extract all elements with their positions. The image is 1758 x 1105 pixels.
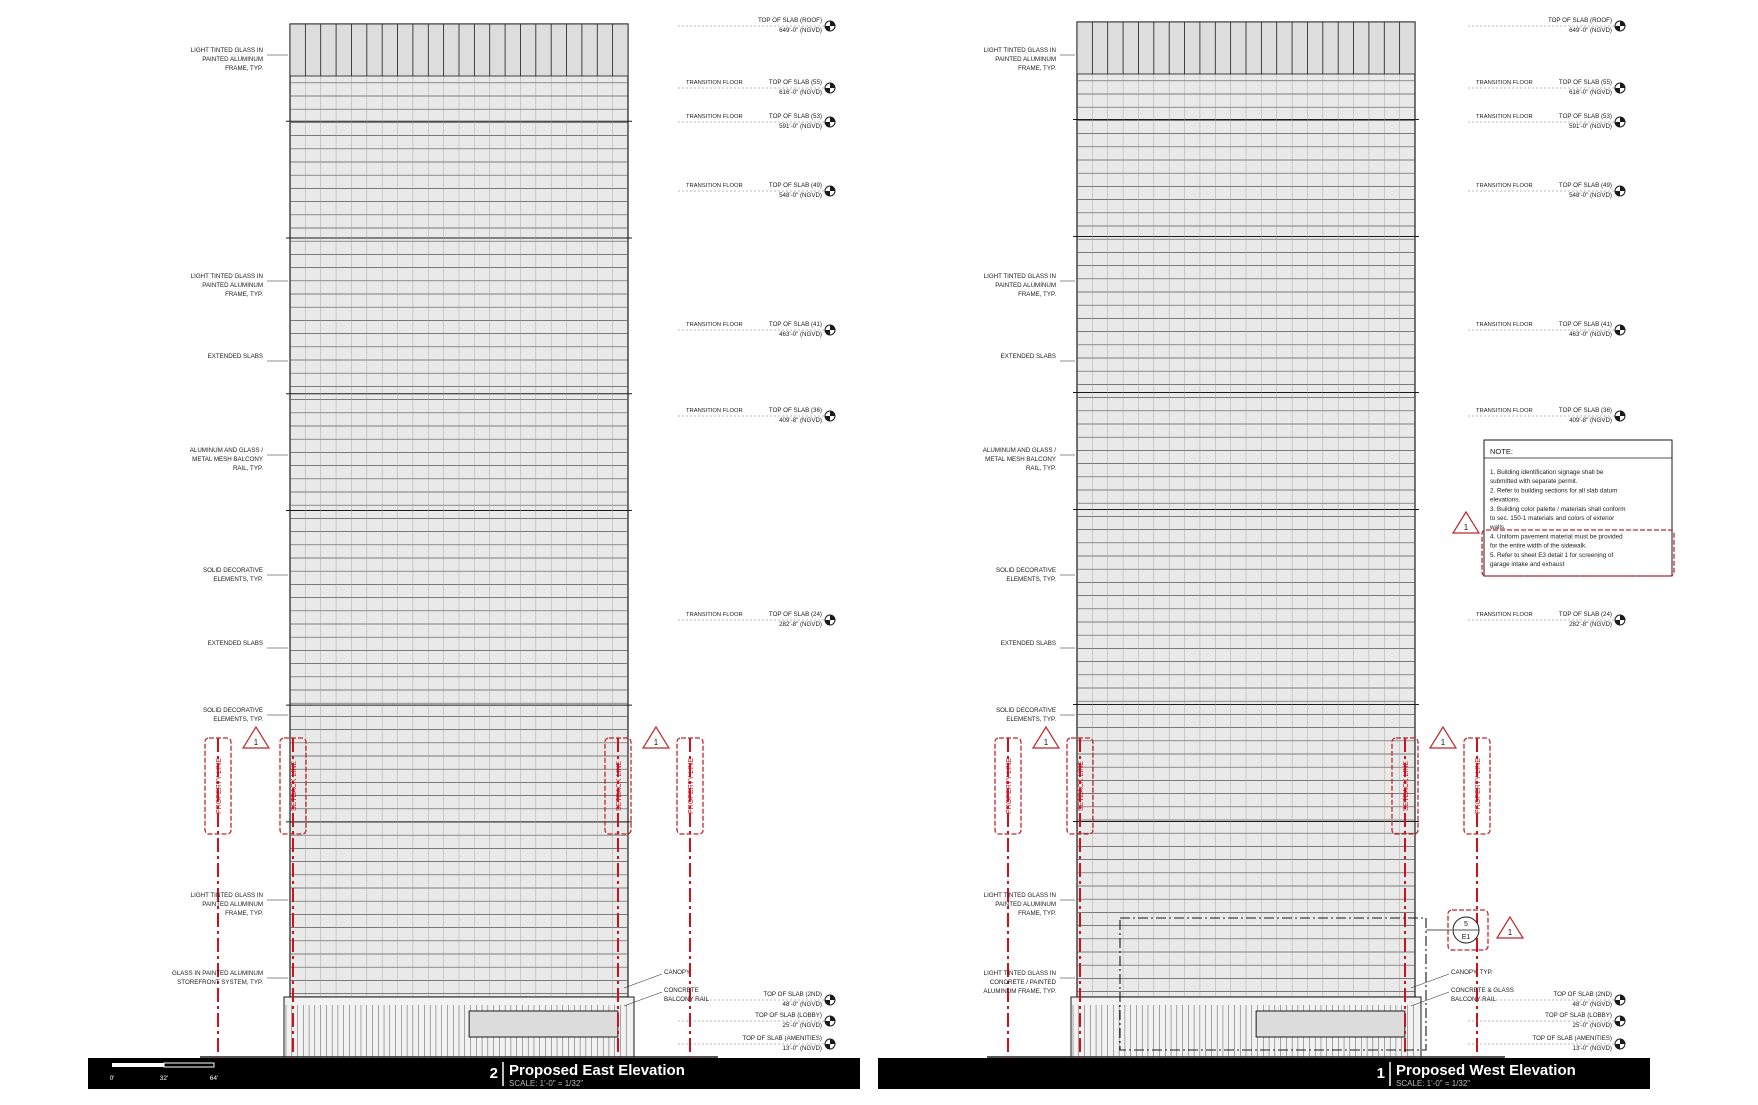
revision-delta xyxy=(1430,727,1456,748)
note-line: 4. Uniform pavement material must be provided xyxy=(1490,533,1623,541)
property-line-label: PROPERTY LINE xyxy=(1006,758,1013,814)
annotation-label: PAINTED ALUMINUM xyxy=(995,56,1056,63)
level-label: TOP OF SLAB (55) xyxy=(1558,79,1612,86)
annotation-label: CONCRETE / PAINTED xyxy=(989,979,1056,986)
annotation-label: FRAME, TYP. xyxy=(225,291,263,298)
annotation-label: SOLID DECORATIVE xyxy=(995,567,1056,574)
level-label: TOP OF SLAB (ROOF) xyxy=(1547,17,1612,24)
annotation-label: ALUMINUM FRAME, TYP. xyxy=(983,988,1056,995)
annotation-label: ALUMINUM AND GLASS / xyxy=(189,447,263,454)
annotation-label: CANOPY xyxy=(664,969,691,976)
transition-floor-label: TRANSITION FLOOR xyxy=(686,322,743,328)
level-marker xyxy=(1468,1035,1625,1052)
level-label: TOP OF SLAB (49) xyxy=(768,182,822,189)
transition-floor-label: TRANSITION FLOOR xyxy=(686,114,743,120)
level-elevation: 591'-0" (NGVD) xyxy=(779,123,822,130)
level-elevation: 591'-0" (NGVD) xyxy=(1569,123,1612,130)
mullion-lines xyxy=(305,24,612,997)
level-marker xyxy=(1468,611,1625,628)
detail-sheet: E1 xyxy=(1461,934,1471,941)
scale-tick-label: 32' xyxy=(159,1075,169,1082)
note-line: for the entire width of the sidewalk. xyxy=(1490,542,1587,550)
title-bar xyxy=(878,1058,1650,1089)
annotation-label: ELEMENTS, TYP. xyxy=(1006,576,1056,583)
level-elevation: 48'-0" (NGVD) xyxy=(1572,1001,1612,1008)
level-label: TOP OF SLAB (2ND) xyxy=(1553,991,1612,998)
level-elevation: 48'-0" (NGVD) xyxy=(782,1001,822,1008)
annotation-label: ELEMENTS, TYP. xyxy=(1006,716,1056,723)
annotation-label: ELEMENTS, TYP. xyxy=(213,716,263,723)
scale-tick-label: 0' xyxy=(109,1075,115,1082)
annotation-label: CONCRETE xyxy=(664,987,699,994)
revision-delta xyxy=(1453,512,1479,533)
annotation-label: RAIL, TYP. xyxy=(232,465,263,472)
annotation-label: RAIL, TYP. xyxy=(1025,465,1056,472)
annotation-label: LIGHT TINTED GLASS IN xyxy=(983,273,1056,280)
annotation-label: FRAME, TYP. xyxy=(1018,65,1056,72)
annotation-label: SOLID DECORATIVE xyxy=(995,707,1056,714)
revision-delta xyxy=(1497,917,1523,938)
scale-tick-label: 64' xyxy=(209,1075,219,1082)
level-marker xyxy=(678,611,835,628)
level-label: TOP OF SLAB (53) xyxy=(1558,113,1612,120)
revision-number: 1 xyxy=(253,738,259,747)
revision-number: 1 xyxy=(1507,928,1513,937)
level-label: TOP OF SLAB (2ND) xyxy=(763,991,822,998)
level-label: TOP OF SLAB (41) xyxy=(768,321,822,328)
annotation-label: LIGHT TINTED GLASS IN xyxy=(983,970,1056,977)
level-elevation: 548'-0" (NGVD) xyxy=(779,192,822,199)
annotation-label: BALCONY RAIL xyxy=(1451,996,1496,1003)
setback-line-label: SETBACK LINE xyxy=(1078,760,1085,812)
level-marker xyxy=(1468,407,1625,424)
transition-floor-label: TRANSITION FLOOR xyxy=(686,80,743,86)
level-elevation: 463'-0" (NGVD) xyxy=(1569,331,1612,338)
note-line: 5. Refer to sheet E3 detail 1 for screening of xyxy=(1490,551,1614,559)
level-marker xyxy=(1468,79,1625,96)
annotation-label: PAINTED ALUMINUM xyxy=(995,282,1056,289)
leader-line xyxy=(624,974,662,988)
revision-number: 1 xyxy=(1463,523,1469,532)
level-label: TOP OF SLAB (36) xyxy=(768,407,822,414)
annotation-label: SOLID DECORATIVE xyxy=(202,707,263,714)
revision-delta xyxy=(243,727,269,748)
drawing-scale: SCALE: 1'-0" = 1/32" xyxy=(1396,1079,1471,1088)
annotation-label: METAL MESH BALCONY xyxy=(985,456,1056,463)
note-line: 2. Refer to building sections for all slab datum xyxy=(1490,487,1618,495)
mullion-lines xyxy=(1092,22,1399,997)
drawing-title: Proposed West Elevation xyxy=(1396,1062,1576,1079)
revision-number: 1 xyxy=(653,738,659,747)
level-label: TOP OF SLAB (49) xyxy=(1558,182,1612,189)
note-line: to sec. 150-1 materials and colors of exterior xyxy=(1490,515,1615,522)
level-marker xyxy=(678,321,835,338)
level-marker xyxy=(678,1012,835,1029)
annotation-label: PAINTED ALUMINUM xyxy=(202,282,263,289)
annotation-label: STOREFRONT SYSTEM, TYP. xyxy=(177,979,263,986)
level-label: TOP OF SLAB (LOBBY) xyxy=(755,1012,822,1019)
annotation-label: LIGHT TINTED GLASS IN xyxy=(190,892,263,899)
sheet-east xyxy=(88,17,860,1089)
general-notes xyxy=(1453,440,1674,576)
transition-floor-label: TRANSITION FLOOR xyxy=(1476,114,1533,120)
annotation-label: EXTENDED SLABS xyxy=(207,353,263,360)
sheet-west xyxy=(878,17,1674,1089)
level-marker xyxy=(1468,321,1625,338)
note-line: 3. Building color palette / materials shall conform xyxy=(1490,505,1626,513)
transition-floor-label: TRANSITION FLOOR xyxy=(1476,612,1533,618)
transition-floor-label: TRANSITION FLOOR xyxy=(1476,408,1533,414)
level-marker xyxy=(678,407,835,424)
level-elevation: 463'-0" (NGVD) xyxy=(779,331,822,338)
level-label: TOP OF SLAB (ROOF) xyxy=(757,17,822,24)
level-elevation: 25'-0" (NGVD) xyxy=(1572,1022,1612,1029)
annotation-label: CONCRETE & GLASS xyxy=(1451,987,1514,994)
annotation-label: FRAME, TYP. xyxy=(225,910,263,917)
drawing-title: Proposed East Elevation xyxy=(509,1062,685,1079)
annotation-label: METAL MESH BALCONY xyxy=(192,456,263,463)
drawing-number: 2 xyxy=(489,1065,498,1082)
detail-callout xyxy=(1448,910,1523,950)
level-label: TOP OF SLAB (LOBBY) xyxy=(1545,1012,1612,1019)
level-elevation: 13'-0" (NGVD) xyxy=(1572,1045,1612,1052)
transition-floor-label: TRANSITION FLOOR xyxy=(686,408,743,414)
leader-line xyxy=(1411,974,1449,988)
property-line-label: PROPERTY LINE xyxy=(1475,758,1482,814)
transition-floor-label: TRANSITION FLOOR xyxy=(686,612,743,618)
level-elevation: 25'-0" (NGVD) xyxy=(782,1022,822,1029)
annotation-label: PAINTED ALUMINUM xyxy=(202,901,263,908)
canopy xyxy=(1256,1011,1405,1037)
level-marker xyxy=(1468,182,1625,199)
level-marker xyxy=(1468,17,1625,34)
level-elevation: 649'-0" (NGVD) xyxy=(1569,27,1612,34)
annotation-label: FRAME, TYP. xyxy=(1018,291,1056,298)
annotation-label: EXTENDED SLABS xyxy=(1000,353,1056,360)
level-label: TOP OF SLAB (AMENITIES) xyxy=(1532,1035,1612,1042)
level-marker xyxy=(678,17,835,34)
level-elevation: 616'-0" (NGVD) xyxy=(1569,89,1612,96)
transition-floor-label: TRANSITION FLOOR xyxy=(686,183,743,189)
level-label: TOP OF SLAB (AMENITIES) xyxy=(742,1035,822,1042)
setback-line-label: SETBACK LINE xyxy=(1403,760,1410,812)
revision-number: 1 xyxy=(1043,738,1049,747)
annotation-label: PAINTED ALUMINUM xyxy=(202,56,263,63)
note-line: 1. Building identification signage shall be xyxy=(1490,469,1604,476)
revision-delta xyxy=(643,727,669,748)
level-marker xyxy=(1468,113,1625,130)
level-marker xyxy=(678,79,835,96)
annotation-label: CANOPY, TYP. xyxy=(1451,969,1493,976)
level-marker xyxy=(1468,1012,1625,1029)
level-marker xyxy=(678,1035,835,1052)
annotation-label: ELEMENTS, TYP. xyxy=(213,576,263,583)
note-line: elevations. xyxy=(1490,496,1521,504)
annotation-label: FRAME, TYP. xyxy=(225,65,263,72)
level-elevation: 13'-0" (NGVD) xyxy=(782,1045,822,1052)
setback-line-label: SETBACK LINE xyxy=(291,760,298,812)
drawing-number: 1 xyxy=(1376,1065,1385,1082)
property-line-label: PROPERTY LINE xyxy=(688,758,695,814)
level-elevation: 282'-8" (NGVD) xyxy=(1569,621,1612,628)
level-marker xyxy=(678,182,835,199)
level-elevation: 649'-0" (NGVD) xyxy=(779,27,822,34)
note-line: walls. xyxy=(1490,524,1506,532)
level-label: TOP OF SLAB (53) xyxy=(768,113,822,120)
level-elevation: 409'-8" (NGVD) xyxy=(1569,417,1612,424)
transition-floor-label: TRANSITION FLOOR xyxy=(1476,80,1533,86)
note-line: garage intake and exhaust xyxy=(1490,561,1565,568)
level-elevation: 409'-8" (NGVD) xyxy=(779,417,822,424)
annotation-label: PAINTED ALUMINUM xyxy=(995,901,1056,908)
title-bar xyxy=(88,1058,860,1089)
revision-delta xyxy=(1033,727,1059,748)
property-line-label: PROPERTY LINE xyxy=(216,758,223,814)
annotation-label: EXTENDED SLABS xyxy=(207,640,263,647)
annotation-label: ALUMINUM AND GLASS / xyxy=(982,447,1056,454)
level-elevation: 548'-0" (NGVD) xyxy=(1569,192,1612,199)
level-label: TOP OF SLAB (55) xyxy=(768,79,822,86)
annotation-label: LIGHT TINTED GLASS IN xyxy=(983,47,1056,54)
setback-line-label: SETBACK LINE xyxy=(616,760,623,812)
canopy xyxy=(469,1011,618,1037)
notes-title: NOTE: xyxy=(1490,447,1513,456)
annotation-label: LIGHT TINTED GLASS IN xyxy=(983,892,1056,899)
level-label: TOP OF SLAB (36) xyxy=(1558,407,1612,414)
revision-number: 1 xyxy=(1440,738,1446,747)
detail-number: 5 xyxy=(1464,921,1468,928)
annotation-label: FRAME, TYP. xyxy=(1018,910,1056,917)
annotation-label: BALCONY RAIL xyxy=(664,996,709,1003)
level-elevation: 616'-0" (NGVD) xyxy=(779,89,822,96)
level-elevation: 282'-8" (NGVD) xyxy=(779,621,822,628)
drawing-scale: SCALE: 1'-0" = 1/32" xyxy=(509,1079,584,1088)
transition-floor-label: TRANSITION FLOOR xyxy=(1476,183,1533,189)
level-label: TOP OF SLAB (24) xyxy=(768,611,822,618)
annotation-label: LIGHT TINTED GLASS IN xyxy=(190,273,263,280)
level-marker xyxy=(678,113,835,130)
level-label: TOP OF SLAB (24) xyxy=(1558,611,1612,618)
note-line: submitted with separate permit. xyxy=(1490,478,1578,486)
level-label: TOP OF SLAB (41) xyxy=(1558,321,1612,328)
annotation-label: SOLID DECORATIVE xyxy=(202,567,263,574)
transition-floor-label: TRANSITION FLOOR xyxy=(1476,322,1533,328)
annotation-label: LIGHT TINTED GLASS IN xyxy=(190,47,263,54)
annotation-label: EXTENDED SLABS xyxy=(1000,640,1056,647)
annotation-label: GLASS IN PAINTED ALUMINUM xyxy=(172,970,263,977)
